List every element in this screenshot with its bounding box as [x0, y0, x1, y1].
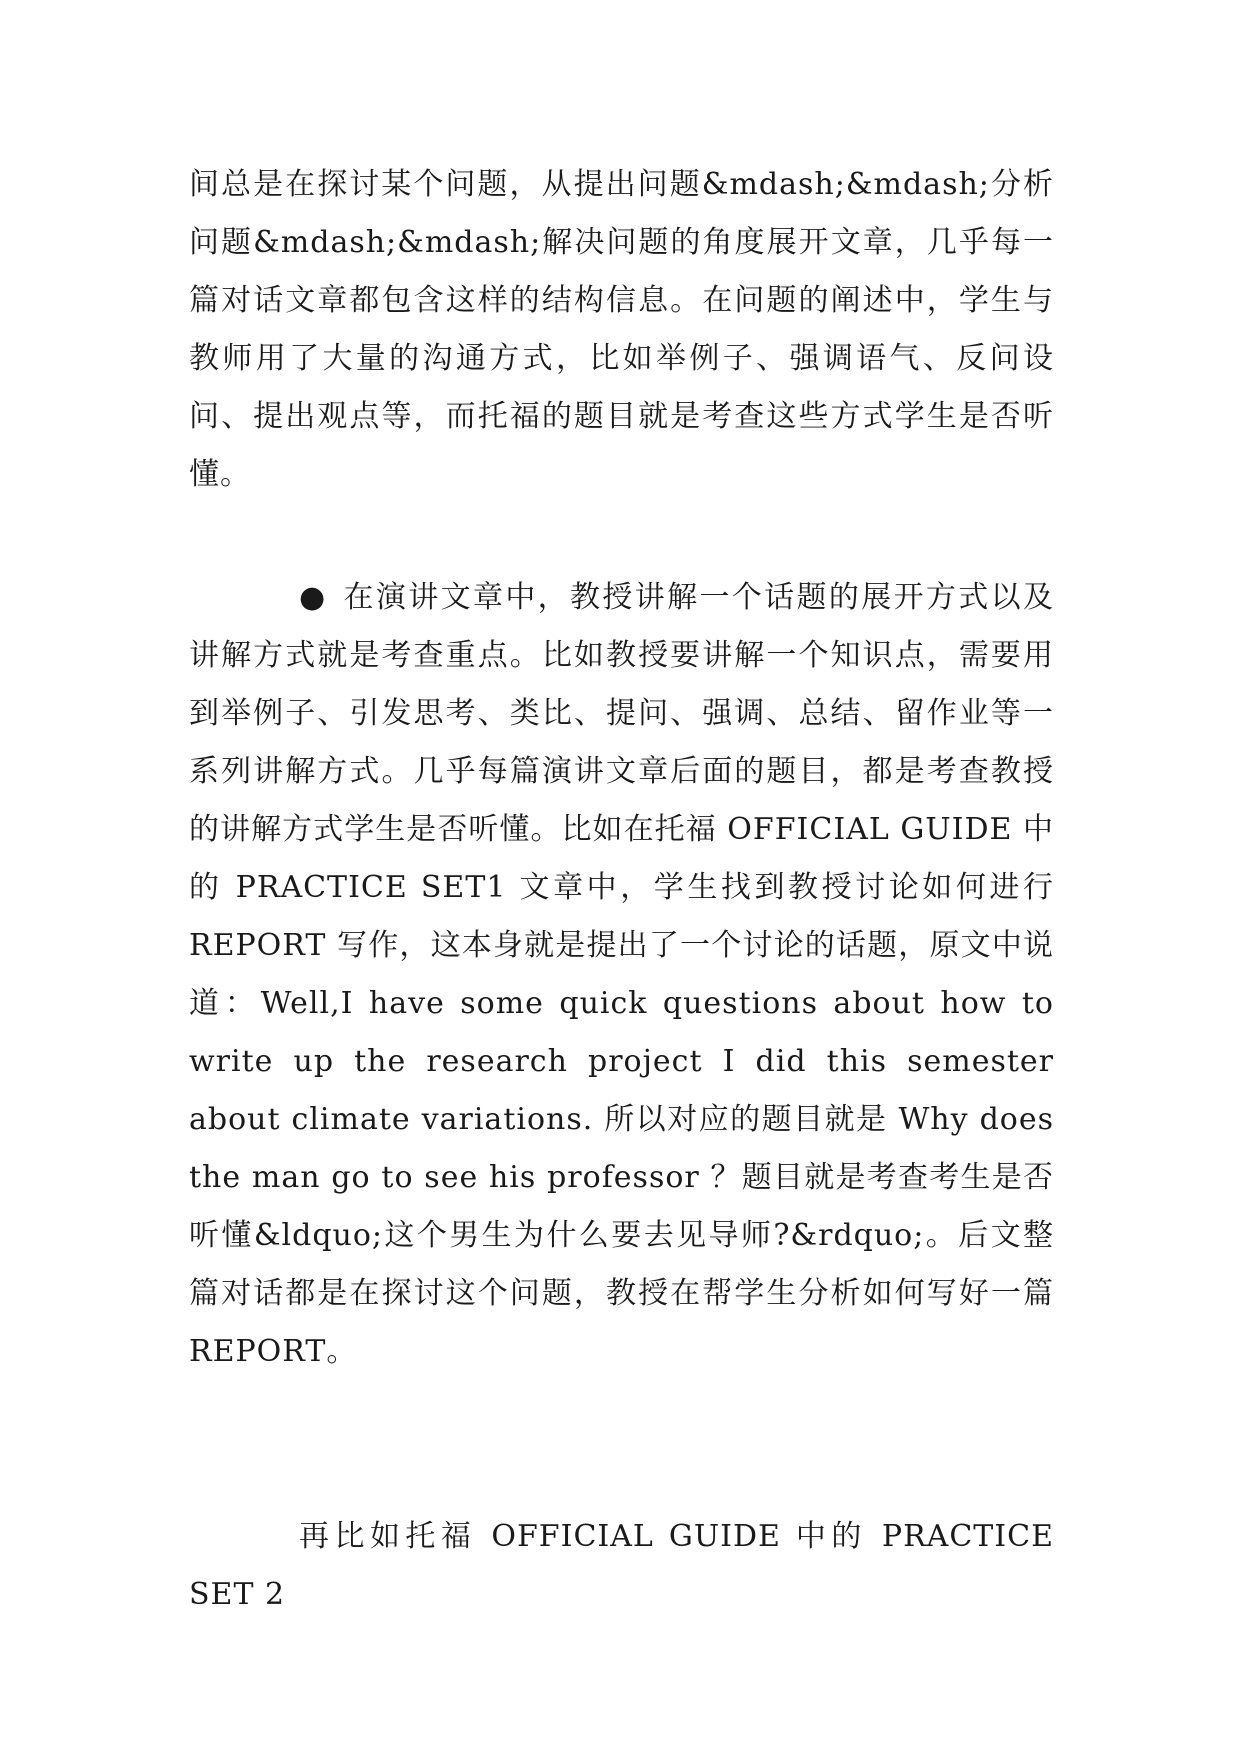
body-paragraph-1: 间总是在探讨某个问题，从提出问题&mdash;&mdash;分析问题&mdash;&mdash;解决问题的角度展开文章，几乎每一篇对话文章都包含这样的结构信息。在问题的阐述中，学生与教师用了大量的沟通方式，比如举例子、强调语气、反问设问、提出观点等，而托福的题目就是考查这些方式学生是否听懂。 — [189, 167, 1054, 492]
body-paragraph-3: 再比如托福 OFFICIAL GUIDE 中的 PRACTICE SET 2 — [189, 1519, 1054, 1612]
body-paragraph-2 — [189, 569, 1054, 1381]
body-paragraph-2-text: 在演讲文章中，教授讲解一个话题的展开方式以及讲解方式就是考查重点。比如教授要讲解一个知识点，需要用到举例子、引发思考、类比、提问、强调、总结、留作业等一系列讲解方式。几乎每篇演讲文章后面的题目，都是考查教授的讲解方式学生是否听懂。比如在托福 OFFICIAL GUIDE 中的 PRACTICE SET1 文章中，学生找到教授讨论如何进行 REPORT 写作，这本身就是提出了一个讨论的话题，原文中说道：Well,I have some quick questions about how to write up the research project I did this semester about climate variations. 所以对应的题目就是 Why does the man go to see his professor ？题目就是考查考生是否听懂&ldquo;这个男生为什么要去见导师?&rdquo;。后文整篇对话都是在探讨这个问题，教授在帮学生分析如何写好一篇 REPORT。 — [189, 580, 1054, 1369]
bullet-icon: ● — [299, 580, 327, 615]
